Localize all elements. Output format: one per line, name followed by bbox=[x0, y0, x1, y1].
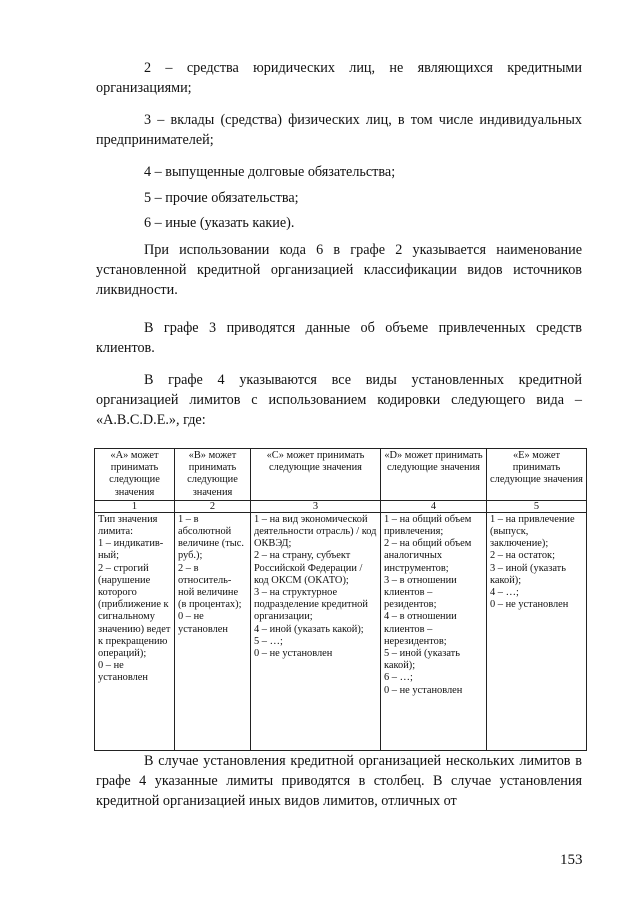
value-line: 2 – строгий (нарушение которого (приближение к сигнальному значению) ведет к прекращению операций); bbox=[98, 562, 171, 660]
value-line: 4 – …; bbox=[490, 587, 519, 599]
paragraph-column-3: В графе 3 приводятся данные об объеме привлеченных средств клиентов. bbox=[96, 320, 582, 356]
cell-values-e bbox=[487, 512, 587, 750]
paragraph-item-3: 3 – вклады (средства) физических лиц, в том числе индивидуальных предпринимателей; bbox=[96, 112, 582, 148]
cell-values-a bbox=[95, 512, 175, 750]
value-line: 0 – не установлен bbox=[178, 611, 228, 635]
header-e: «E» может принимать следующие значения bbox=[487, 449, 587, 501]
page-number: 153 bbox=[560, 852, 583, 868]
value-line: 5 – иной (указать какой); bbox=[384, 648, 460, 672]
value-line: 1 – в абсолютной величине (тыс. руб.); bbox=[178, 513, 244, 562]
value-line: 1 – индикатив-ный; bbox=[98, 538, 164, 562]
paragraph-column-4: В графе 4 указываются все виды установленных кредитной организацией лимитов с использованием кодировки следующего вида – «A.B.C.D.E.», где: bbox=[96, 372, 582, 428]
value-line: 4 – в отношении клиентов – нерезидентов; bbox=[384, 611, 457, 647]
column-number: 4 bbox=[381, 500, 487, 512]
paragraph-several-limits: В случае установления кредитной организацией нескольких лимитов в графе 4 указанные лимиты приводятся в столбец. В случае установления кредитной организацией иных видов лимитов, отличных от bbox=[96, 753, 582, 809]
value-line: 2 – на страну, субъект Российской Федерации / код ОКСМ (ОКАТО); bbox=[254, 550, 363, 586]
cell-values-b bbox=[175, 512, 251, 750]
value-line: 0 – не установлен bbox=[490, 599, 569, 611]
value-line: 0 – не установлен bbox=[384, 684, 463, 696]
paragraph-item-6: 6 – иные (указать какие). bbox=[144, 215, 295, 231]
header-c: «C» может принимать следующие значения bbox=[251, 449, 381, 501]
limit-coding-table bbox=[94, 448, 587, 751]
column-number: 3 bbox=[251, 500, 381, 512]
value-line: 1 – на вид экономической деятельности отрасль) / код ОКВЭД; bbox=[254, 513, 377, 550]
column-number: 2 bbox=[175, 500, 251, 512]
header-a: «A» может принимать следующие значения bbox=[95, 449, 175, 501]
value-line: 2 – на остаток; bbox=[490, 550, 555, 562]
value-line: 6 – …; bbox=[384, 672, 413, 684]
value-line: 2 – на общий объем аналогичных инструментов; bbox=[384, 538, 472, 574]
cell-values-c bbox=[251, 512, 381, 750]
value-line: 0 – не установлен bbox=[98, 660, 148, 684]
paragraph-item-2: 2 – средства юридических лиц, не являющихся кредитными организациями; bbox=[96, 60, 582, 96]
value-line: 2 – в относитель-ной величине (в процентах); bbox=[178, 562, 242, 611]
value-line: 3 – на структурное подразделение кредитной организации; bbox=[254, 587, 368, 623]
paragraph-item-4: 4 – выпущенные долговые обязательства; bbox=[144, 164, 396, 180]
paragraph-item-5: 5 – прочие обязательства; bbox=[144, 190, 299, 206]
value-line: 5 – …; bbox=[254, 635, 283, 647]
cell-values-d bbox=[381, 512, 487, 750]
table-body-row bbox=[95, 512, 587, 750]
value-line: 1 – на общий объем привлечения; bbox=[384, 513, 472, 538]
paragraph-code-6: При использовании кода 6 в графе 2 указывается наименование установленной кредитной организацией классификации видов источников ликвидности. bbox=[96, 242, 582, 298]
value-line: 1 – на привлечение (выпуск, заключение); bbox=[490, 513, 575, 550]
column-number: 5 bbox=[487, 500, 587, 512]
value-line: 3 – в отношении клиентов – резидентов; bbox=[384, 574, 457, 611]
value-line: 3 – иной (указать какой); bbox=[490, 562, 566, 586]
table-number-row bbox=[95, 500, 587, 512]
value-line: 0 – не установлен bbox=[254, 648, 333, 660]
value-line: Тип значения лимита: bbox=[98, 513, 158, 538]
header-b: «B» может принимать следующие значения bbox=[175, 449, 251, 501]
header-d: «D» может принимать следующие значения bbox=[381, 449, 487, 501]
table-header-row bbox=[95, 449, 587, 501]
value-line: 4 – иной (указать какой); bbox=[254, 623, 364, 635]
column-number: 1 bbox=[95, 500, 175, 512]
